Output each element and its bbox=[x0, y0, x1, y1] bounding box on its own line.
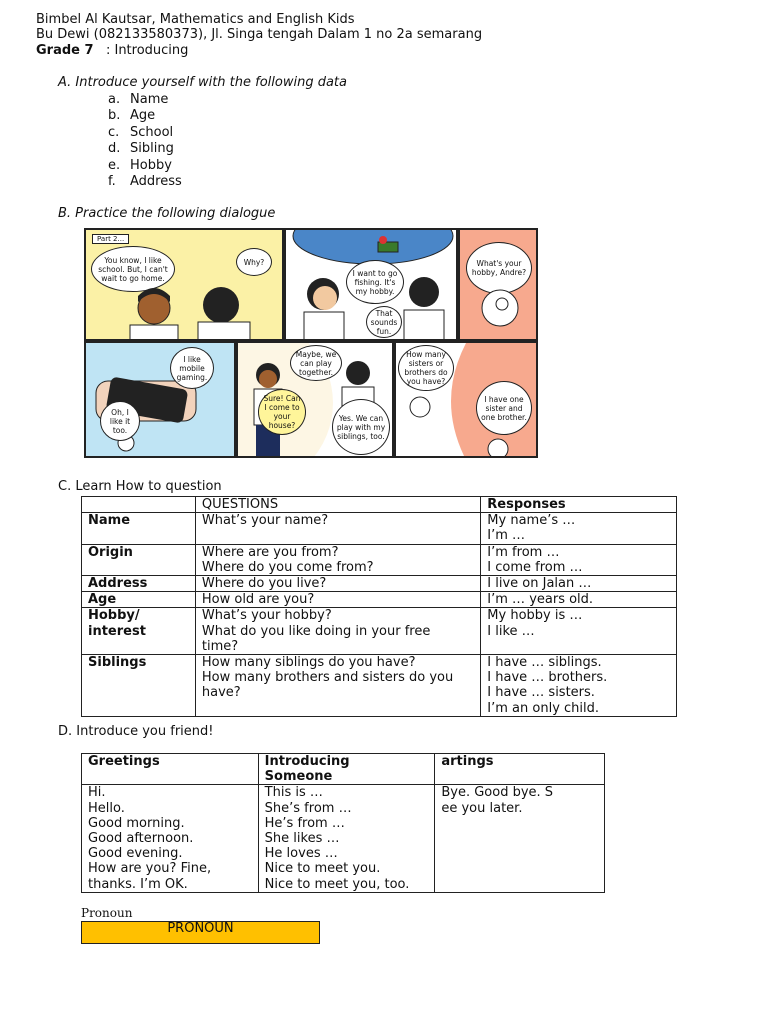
speech-bubble: That sounds fun. bbox=[366, 306, 402, 338]
cell-line: Bye. Good bye. S bbox=[441, 785, 554, 801]
cell-line: Age bbox=[88, 592, 117, 608]
table-cell-topic bbox=[82, 655, 196, 717]
table-cell-responses bbox=[481, 655, 677, 717]
cell-line: I have … siblings. bbox=[487, 655, 602, 671]
comic-panel-4 bbox=[84, 341, 236, 458]
comic-panel-5 bbox=[236, 341, 394, 458]
table-row bbox=[82, 576, 677, 592]
speech-bubble: How many sisters or brothers do you have? bbox=[398, 345, 454, 391]
cell-line: Where are you from? bbox=[201, 544, 339, 560]
comic-panel-1 bbox=[84, 228, 284, 341]
cell-line: I come from … bbox=[487, 559, 583, 575]
boy-characters-illustration bbox=[86, 230, 284, 341]
cell-line: artings bbox=[441, 754, 494, 769]
table-row bbox=[82, 785, 605, 892]
cell-line: Siblings bbox=[88, 655, 147, 671]
comic-panel-6 bbox=[394, 341, 538, 458]
speech-bubble: Oh, I like it too. bbox=[100, 401, 140, 441]
cell-line: What’s your hobby? bbox=[201, 608, 332, 624]
table-cell-responses bbox=[481, 544, 677, 575]
cell-line: How many brothers and sisters do you bbox=[201, 670, 454, 686]
table-header-row bbox=[82, 497, 677, 513]
cell-line: How many siblings do you have? bbox=[201, 655, 416, 671]
table-cell-topic bbox=[82, 513, 196, 544]
introducing-table bbox=[81, 753, 605, 893]
speech-bubble: Sure! Can I come to your house? bbox=[258, 389, 306, 435]
speech-bubble: I have one sister and one brother. bbox=[476, 381, 532, 435]
cell-line: I have … brothers. bbox=[487, 670, 608, 686]
cell-line: What do you like doing in your free bbox=[201, 623, 431, 639]
table-cell bbox=[258, 785, 435, 892]
cell-line: My hobby is … bbox=[487, 608, 583, 624]
table-header-row bbox=[82, 754, 605, 785]
table-header-cell bbox=[435, 754, 605, 785]
section-b-title: B. Practice the following dialogue bbox=[58, 206, 276, 221]
section-d-title: D. Introduce you friend! bbox=[58, 724, 214, 739]
cell-line: Nice to meet you, too. bbox=[264, 876, 410, 892]
speech-bubble: Maybe, we can play together. bbox=[290, 345, 342, 381]
table-cell-questions bbox=[195, 576, 480, 592]
girl-illustration bbox=[460, 230, 538, 341]
questions-table bbox=[81, 496, 677, 717]
table-cell-responses bbox=[481, 576, 677, 592]
table-cell-topic bbox=[82, 608, 196, 655]
cell-line: Greetings bbox=[88, 754, 160, 769]
cell-line: What’s your name? bbox=[201, 513, 329, 529]
cell-line: She likes … bbox=[264, 831, 340, 847]
table-cell-topic bbox=[82, 576, 196, 592]
cell-line: Introducing bbox=[264, 754, 350, 769]
cell-line: Where do you live? bbox=[201, 576, 327, 592]
cell-line: How old are you? bbox=[201, 592, 315, 608]
grade-topic: : Introducing bbox=[105, 43, 189, 58]
table-header-cell: QUESTIONS bbox=[195, 497, 480, 513]
table-cell-questions bbox=[195, 544, 480, 575]
cell-line: My name’s … bbox=[487, 513, 576, 529]
pronoun-box: PRONOUN bbox=[81, 921, 320, 944]
cell-line: ee you later. bbox=[441, 800, 523, 816]
cell-line: I’m … bbox=[487, 528, 526, 544]
cell-line: thanks. I’m OK. bbox=[88, 876, 188, 892]
cell-line: I have … sisters. bbox=[487, 685, 595, 701]
cell-line: Hello. bbox=[88, 800, 125, 816]
cell-line: Nice to meet you. bbox=[264, 861, 381, 877]
table-cell bbox=[435, 785, 605, 892]
table-cell bbox=[82, 785, 259, 892]
cell-line: He loves … bbox=[264, 846, 338, 862]
list-item: e. Hobby bbox=[108, 157, 172, 173]
cell-line: time? bbox=[201, 638, 239, 654]
table-header-cell bbox=[82, 497, 196, 513]
table-cell-questions bbox=[195, 655, 480, 717]
speech-bubble: I want to go fishing. It's my hobby. bbox=[346, 260, 404, 304]
pronoun-label: Pronoun bbox=[81, 906, 133, 920]
section-c-title: C. Learn How to question bbox=[58, 479, 222, 494]
cell-line: Someone bbox=[264, 769, 333, 785]
table-row bbox=[82, 592, 677, 608]
cell-line: I’m from … bbox=[487, 544, 560, 560]
cell-line: Hobby/ bbox=[88, 608, 140, 624]
list-item: b. Age bbox=[108, 108, 156, 124]
section-a-title: A. Introduce yourself with the following data bbox=[58, 75, 347, 90]
list-item: d. Sibling bbox=[108, 141, 174, 157]
section-a-list bbox=[108, 92, 182, 190]
grade-label: Grade 7 bbox=[36, 43, 94, 58]
table-cell-questions bbox=[195, 513, 480, 544]
cell-line: Hi. bbox=[88, 785, 106, 801]
table-cell-topic bbox=[82, 592, 196, 608]
table-header-cell bbox=[82, 754, 259, 785]
speech-bubble: I like mobile gaming. bbox=[170, 347, 214, 389]
cell-line: Good evening. bbox=[88, 846, 183, 862]
cell-line: have? bbox=[201, 685, 241, 701]
cell-line: I’m an only child. bbox=[487, 700, 600, 716]
header-line-2: Bu Dewi (082133580373), Jl. Singa tengah Dalam 1 no 2a semarang bbox=[36, 27, 483, 42]
table-cell-responses bbox=[481, 513, 677, 544]
table-cell-questions bbox=[195, 592, 480, 608]
table-row bbox=[82, 608, 677, 655]
cell-line: I’m … years old. bbox=[487, 592, 594, 608]
comic-part-label: Part 2... bbox=[92, 234, 129, 244]
cell-line: He’s from … bbox=[264, 815, 345, 831]
comic-strip bbox=[84, 228, 538, 458]
cell-line: I live on Jalan … bbox=[487, 576, 592, 592]
grade-line bbox=[36, 43, 188, 59]
header-line-1: Bimbel Al Kautsar, Mathematics and English Kids bbox=[36, 12, 355, 27]
list-item: c. School bbox=[108, 124, 174, 140]
cell-line: This is … bbox=[264, 785, 323, 801]
comic-panel-3 bbox=[458, 228, 538, 341]
cell-line: Origin bbox=[88, 544, 133, 560]
cell-line: She’s from … bbox=[264, 800, 352, 816]
cell-line: I like … bbox=[487, 623, 535, 639]
table-header-cell bbox=[258, 754, 435, 785]
cell-line: Name bbox=[88, 513, 131, 529]
table-header-cell: Responses bbox=[481, 497, 677, 513]
list-item: a. Name bbox=[108, 92, 169, 107]
table-cell-responses bbox=[481, 592, 677, 608]
comic-panel-2 bbox=[284, 228, 458, 341]
speech-bubble: What's your hobby, Andre? bbox=[466, 242, 532, 294]
phone-gaming-illustration bbox=[86, 343, 236, 458]
cell-line: Address bbox=[88, 576, 148, 592]
table-cell-topic bbox=[82, 544, 196, 575]
table-cell-questions bbox=[195, 608, 480, 655]
table-cell-responses bbox=[481, 608, 677, 655]
table-row bbox=[82, 544, 677, 575]
speech-bubble: Yes. We can play with my siblings, too. bbox=[332, 399, 390, 455]
table-row bbox=[82, 655, 677, 717]
cell-line: Where do you come from? bbox=[201, 559, 374, 575]
cell-line: interest bbox=[88, 623, 146, 639]
table-row bbox=[82, 513, 677, 544]
cell-line: Good morning. bbox=[88, 815, 185, 831]
speech-bubble: You know, I like school. But, I can't wait to go home. bbox=[91, 246, 175, 292]
list-item: f. Address bbox=[108, 174, 182, 190]
cell-line: How are you? Fine, bbox=[88, 861, 212, 877]
speech-bubble: Why? bbox=[236, 248, 272, 276]
cell-line: Good afternoon. bbox=[88, 831, 194, 847]
